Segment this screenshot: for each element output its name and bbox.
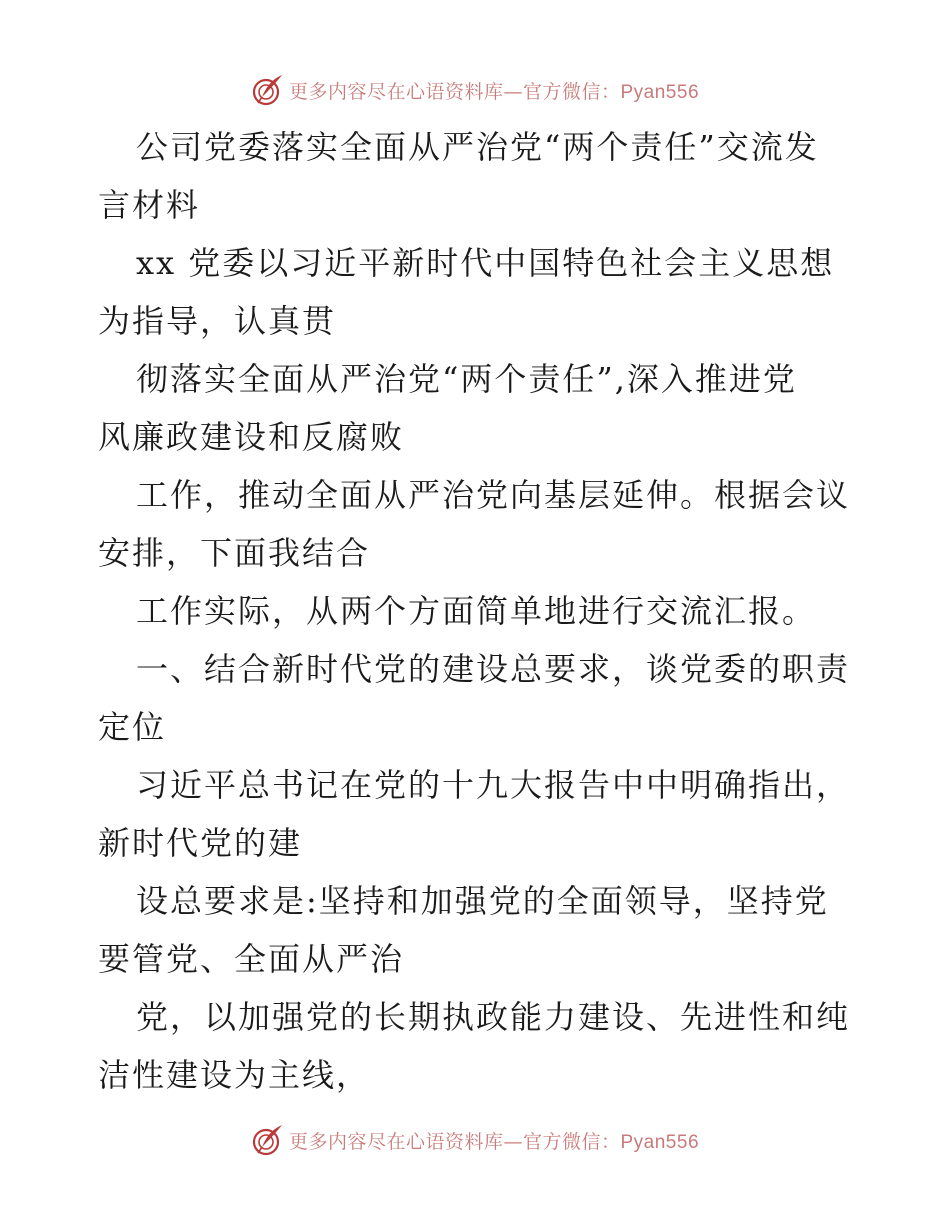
text-line: 风廉政建设和反腐败 bbox=[98, 418, 405, 456]
text-line: 设总要求是:坚持和加强党的全面领导，坚持党 bbox=[136, 882, 829, 920]
text-line: 洁性建设为主线， bbox=[98, 1056, 371, 1094]
text-line: 彻落实全面从严治党“两个责任”,深入推进党 bbox=[136, 360, 797, 398]
watermark-footer bbox=[0, 1120, 950, 1160]
text-line: xx 党委以习近平新时代中国特色社会主义思想 bbox=[136, 244, 835, 282]
feather-logo-icon bbox=[251, 1123, 285, 1157]
text-line: 工作，推动全面从严治党向基层延伸。根据会议 bbox=[136, 476, 851, 514]
watermark-text bbox=[289, 77, 699, 104]
watermark-text bbox=[289, 1127, 699, 1154]
text-line: 工作实际，从两个方面简单地进行交流汇报。 bbox=[136, 592, 817, 630]
text-line: 习近平总书记在党的十九大报告中中明确指出， bbox=[136, 766, 851, 804]
watermark-wechat-id: Pyan556 bbox=[620, 81, 700, 103]
document-body bbox=[98, 118, 858, 1104]
watermark-header bbox=[0, 70, 950, 110]
text-line: 党，以加强党的长期执政能力建设、先进性和纯 bbox=[136, 998, 851, 1036]
feather-logo-icon bbox=[251, 73, 285, 107]
watermark-label: 更多内容尽在心语资料库—官方微信： bbox=[288, 80, 621, 103]
text-line: 一、结合新时代党的建设总要求，谈党委的职责 bbox=[136, 650, 851, 688]
text-line: 安排，下面我结合 bbox=[98, 534, 371, 572]
text-line: 公司党委落实全面从严治党“两个责任”交流发 bbox=[136, 128, 819, 166]
text-line: 言材料 bbox=[98, 186, 201, 224]
watermark-wechat-id: Pyan556 bbox=[620, 1131, 700, 1153]
text-line: 新时代党的建 bbox=[98, 824, 303, 862]
text-line: 定位 bbox=[98, 708, 167, 746]
text-line: 为指导，认真贯 bbox=[98, 302, 337, 340]
watermark-label: 更多内容尽在心语资料库—官方微信： bbox=[288, 1130, 621, 1153]
text-line: 要管党、全面从严治 bbox=[98, 940, 405, 978]
